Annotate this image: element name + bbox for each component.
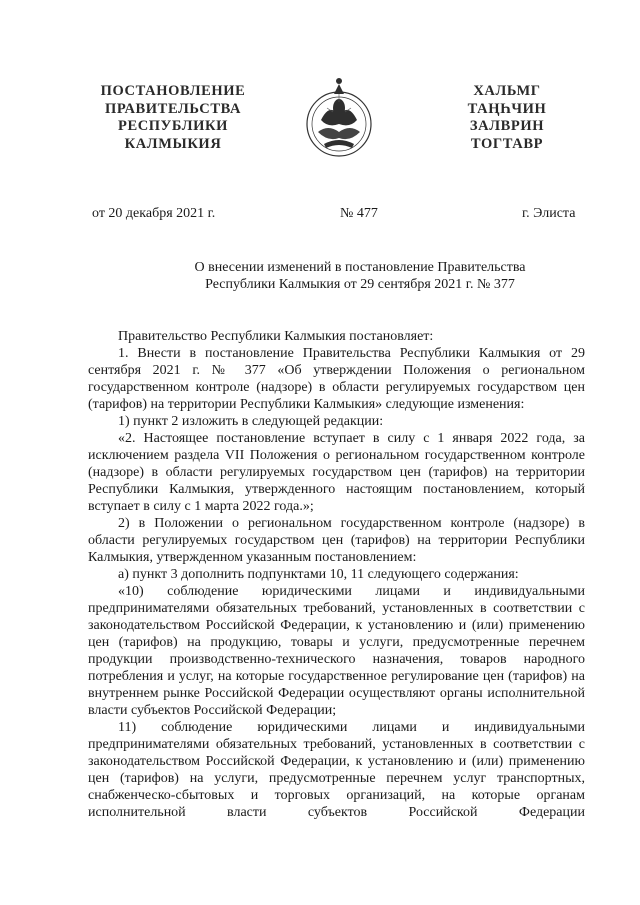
issuer-line: ПРАВИТЕЛЬСТВА — [104, 100, 242, 117]
subject-line: Республики Калмыкия от 29 сентября 2021 г. № 377 — [205, 277, 515, 292]
paragraph: «10) соблюдение юридическими лицами и индивидуальными предпринимателями обязательных требований, установленных в соответствии с законодательством Российской Федерации, к установлению и (или) применению цен (тарифов) на продукцию, товары и услуги, предусмотренные перечнем продукции производственно-технического назначения, товаров народного потребления и услуг, на которые государственное регулирование цен (тарифов) на внутреннем рынке Российской Федерации осуществляют органы исполнительной власти субъектов Российской Федерации; — [88, 584, 585, 718]
paragraph: 11) соблюдение юридическими лицами и индивидуальными предпринимателями обязательных требований, установленных в соответствии с законодательством Российской Федерации, к установлению и (или) применению цен (тарифов) на услуги, предусмотренные перечнем услуг транспортных, снабженческо-сбытовых и торговых организаций, на которые органам исполнительной власти субъектов Российской Федерации — [88, 720, 585, 820]
issuer-title-russian — [98, 83, 248, 153]
document-body — [88, 328, 585, 821]
issuer-line: ХАЛЬМГ — [473, 83, 541, 99]
issuer-line: ТАҢҺЧИН — [467, 100, 547, 117]
coat-of-arms-icon — [300, 72, 378, 164]
issuer-line: РЕСПУБЛИКИ — [117, 118, 229, 134]
document-city: г. Элиста — [522, 206, 576, 221]
paragraph: а) пункт 3 дополнить подпунктами 10, 11 следующего содержания: — [118, 567, 519, 582]
subject-line: О внесении изменений в постановление Правительства — [194, 260, 526, 275]
paragraph: «2. Настоящее постановление вступает в силу с 1 января 2022 года, за исключением раздела VII Положения о региональном государственном контроле (надзоре) в области регулируемых государством цен (тарифов) на территории Республики Калмыкия, утвержденного настоящим постановлением, который вступает в силу с 1 марта 2022 года.»; — [88, 431, 585, 514]
issuer-title-kalmyk — [452, 83, 562, 153]
document-number: № 477 — [340, 206, 378, 221]
issuer-line: КАЛМЫКИЯ — [124, 135, 222, 152]
issuer-line: ПОСТАНОВЛЕНИЕ — [100, 83, 246, 99]
document-subject — [120, 259, 600, 293]
issuer-line: ТОГТАВР — [470, 135, 544, 152]
paragraph: 1. Внести в постановление Правительства Республики Калмыкия от 29 сентября 2021 г. № 377 «Об утверждении Положения о региональном государственном контроле (надзоре) в области регулируемых государством цен (тарифов) на территории Республики Калмыкия» следующие изменения: — [88, 346, 585, 412]
paragraph: Правительство Республики Калмыкия постановляет: — [118, 329, 434, 344]
document-date: от 20 декабря 2021 г. — [92, 206, 216, 221]
paragraph: 2) в Положении о региональном государственном контроле (надзоре) в области регулируемых государством цен (тарифов) на территории Республики Калмыкия, утвержденном указанным постановлением: — [88, 516, 585, 565]
paragraph: 1) пункт 2 изложить в следующей редакции: — [118, 414, 384, 429]
issuer-line: ЗАЛВРИН — [469, 118, 545, 134]
